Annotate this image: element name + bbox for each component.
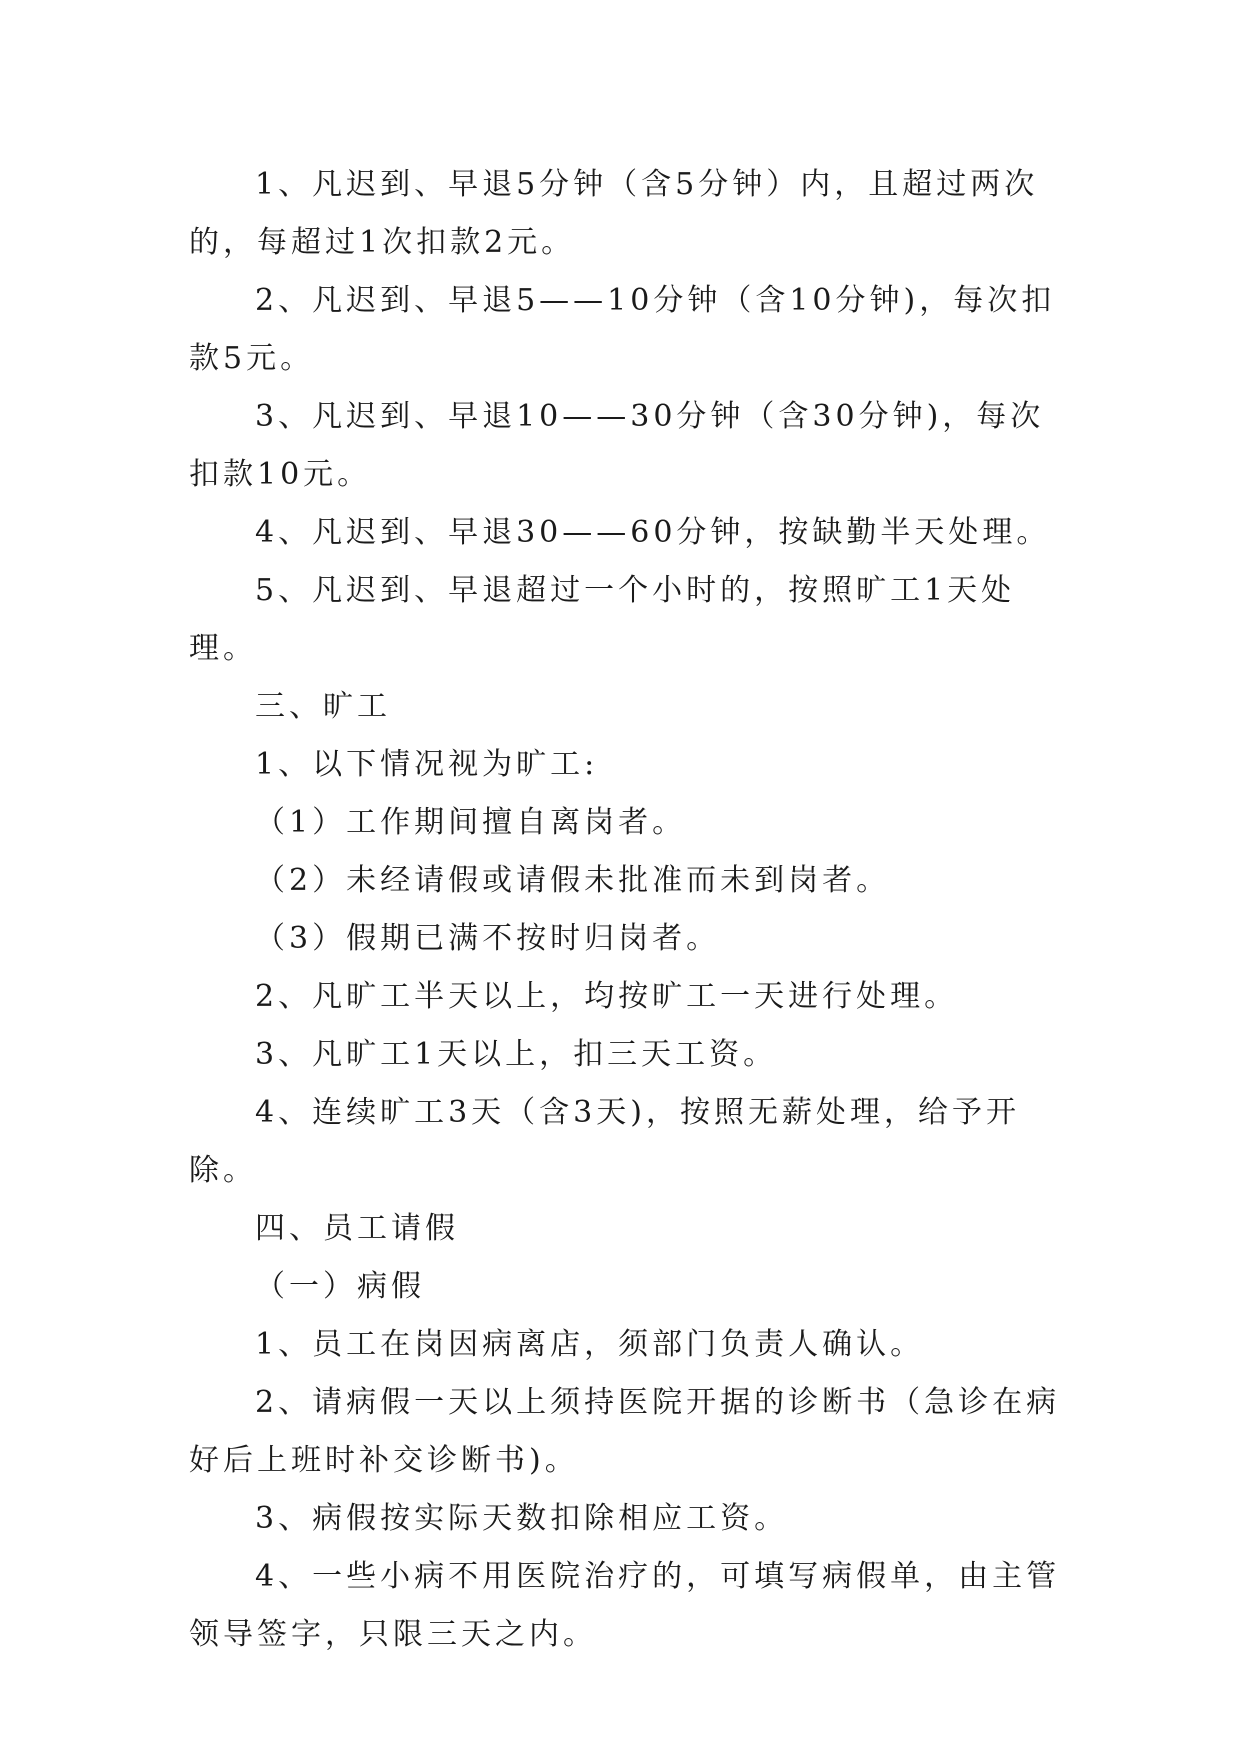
absence-case-2: （2）未经请假或请假未批准而未到岗者。 <box>255 863 891 898</box>
clause-late-30min: 3、凡迟到、早退10——30分钟（含30分钟)，每次扣款10元。 <box>189 399 1045 492</box>
clause-late-5min: 1、凡迟到、早退5分钟（含5分钟）内，且超过两次的，每超过1次扣款2元。 <box>189 167 1039 260</box>
section-heading-leave: 四、员工请假 <box>255 1211 459 1246</box>
clause-sick-leave-certificate: 2、请病假一天以上须持医院开据的诊断书（急诊在病好后上班时补交诊断书)。 <box>189 1385 1061 1478</box>
absence-case-1: （1）工作期间擅自离岗者。 <box>255 805 687 840</box>
section-heading-absence: 三、旷工 <box>255 689 391 724</box>
clause-sick-leave-deduction: 3、病假按实际天数扣除相应工资。 <box>255 1501 789 1536</box>
absence-case-3: （3）假期已满不按时归岗者。 <box>255 921 721 956</box>
clause-absence-half-day: 2、凡旷工半天以上，均按旷工一天进行处理。 <box>255 979 959 1014</box>
clause-absence-one-day: 3、凡旷工1天以上，扣三天工资。 <box>255 1037 778 1072</box>
clause-absence-definition: 1、以下情况视为旷工: <box>255 747 599 782</box>
clause-late-60min: 4、凡迟到、早退30——60分钟，按缺勤半天处理。 <box>255 515 1051 550</box>
clause-absence-three-days: 4、连续旷工3天（含3天)，按照无薪处理，给予开除。 <box>189 1095 1020 1188</box>
clause-late-10min: 2、凡迟到、早退5——10分钟（含10分钟)，每次扣款5元。 <box>189 283 1056 376</box>
clause-sick-leave-minor: 4、一些小病不用医院治疗的，可填写病假单，由主管领导签字，只限三天之内。 <box>189 1559 1061 1652</box>
subsection-heading-sick-leave: （一）病假 <box>255 1269 425 1304</box>
document-body <box>189 156 1061 1664</box>
clause-sick-leave-confirm: 1、员工在岗因病离店，须部门负责人确认。 <box>255 1327 925 1362</box>
clause-late-over-hour: 5、凡迟到、早退超过一个小时的，按照旷工1天处理。 <box>189 573 1016 666</box>
